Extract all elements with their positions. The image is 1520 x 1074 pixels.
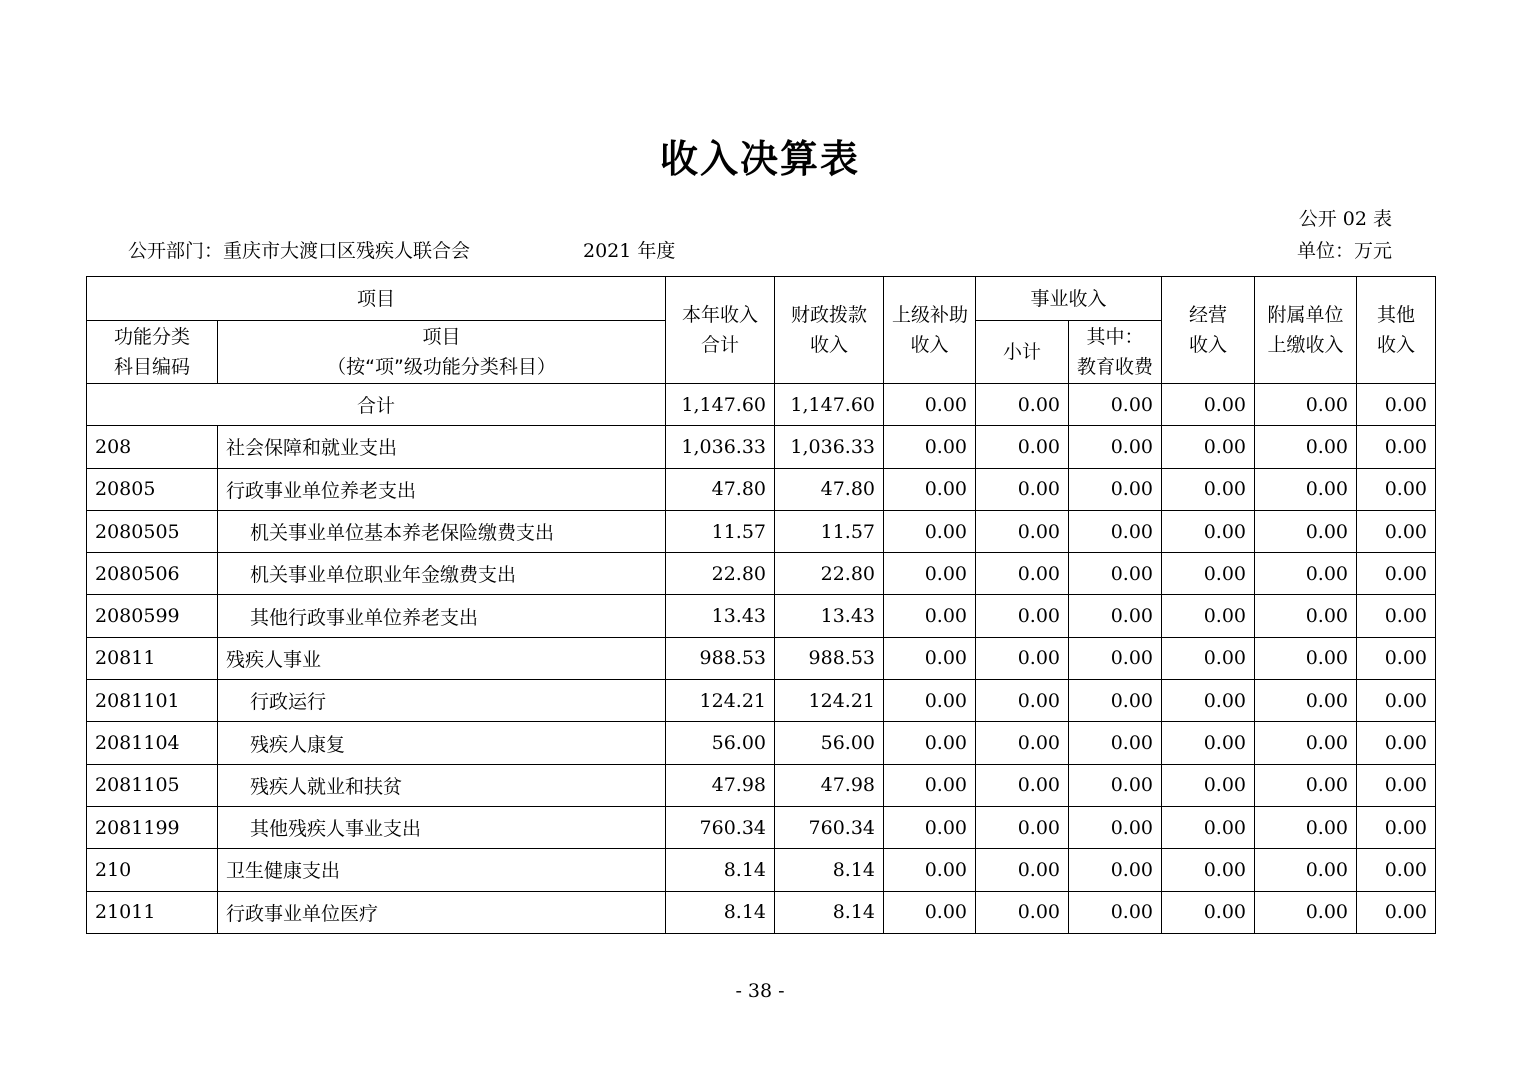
cell-value: 1,036.33 [775, 426, 884, 468]
header-total-income: 本年收入 合计 [666, 277, 775, 384]
cell-value: 124.21 [666, 680, 775, 722]
table-row [87, 637, 1436, 679]
cell-value: 0.00 [1357, 891, 1436, 933]
cell-value: 0.00 [1357, 637, 1436, 679]
table-row [87, 849, 1436, 891]
cell-value: 0.00 [1255, 595, 1357, 637]
row-code: 2081105 [87, 764, 218, 806]
cell-value: 56.00 [666, 722, 775, 764]
cell-value: 0.00 [1069, 595, 1162, 637]
cell-value: 0.00 [1255, 891, 1357, 933]
cell-value: 0.00 [884, 595, 976, 637]
cell-value: 0.00 [884, 510, 976, 552]
cell-value: 0.00 [976, 722, 1069, 764]
cell-value: 8.14 [666, 891, 775, 933]
cell-value: 0.00 [1357, 426, 1436, 468]
cell-value: 0.00 [1357, 849, 1436, 891]
cell-value: 0.00 [1162, 553, 1255, 595]
cell-value: 0.00 [1357, 384, 1436, 426]
table-row [87, 595, 1436, 637]
cell-value: 0.00 [1069, 849, 1162, 891]
cell-value: 0.00 [976, 891, 1069, 933]
cell-value: 0.00 [1162, 637, 1255, 679]
cell-value: 1,147.60 [666, 384, 775, 426]
cell-value: 0.00 [1069, 426, 1162, 468]
cell-value: 8.14 [775, 849, 884, 891]
row-name: 行政运行 [218, 680, 666, 722]
cell-value: 47.98 [666, 764, 775, 806]
row-name: 其他残疾人事业支出 [218, 806, 666, 848]
cell-value: 11.57 [666, 510, 775, 552]
cell-value: 0.00 [1255, 849, 1357, 891]
header-business-income: 事业收入 [976, 277, 1162, 321]
cell-value: 0.00 [1069, 510, 1162, 552]
cell-value: 0.00 [1069, 468, 1162, 510]
cell-value: 0.00 [1255, 722, 1357, 764]
cell-value: 0.00 [1162, 722, 1255, 764]
row-name: 行政事业单位医疗 [218, 891, 666, 933]
cell-value: 22.80 [666, 553, 775, 595]
year-label: 2021 年度 [583, 240, 676, 262]
cell-value: 0.00 [976, 849, 1069, 891]
cell-value: 0.00 [976, 680, 1069, 722]
cell-value: 0.00 [1069, 680, 1162, 722]
table-row [87, 553, 1436, 595]
cell-value: 47.98 [775, 764, 884, 806]
row-name: 残疾人事业 [218, 637, 666, 679]
cell-value: 124.21 [775, 680, 884, 722]
row-name: 残疾人康复 [218, 722, 666, 764]
cell-value: 0.00 [1069, 764, 1162, 806]
row-code: 2081104 [87, 722, 218, 764]
cell-value: 11.57 [775, 510, 884, 552]
cell-value: 0.00 [1162, 426, 1255, 468]
cell-value: 13.43 [666, 595, 775, 637]
department-label: 公开部门：重庆市大渡口区残疾人联合会 [128, 240, 471, 262]
cell-value: 0.00 [1255, 384, 1357, 426]
cell-value: 0.00 [1069, 806, 1162, 848]
cell-value: 1,036.33 [666, 426, 775, 468]
table-row [87, 806, 1436, 848]
row-name: 机关事业单位职业年金缴费支出 [218, 553, 666, 595]
cell-value: 0.00 [1162, 849, 1255, 891]
page-number: - 38 - [735, 980, 785, 1002]
cell-value: 56.00 [775, 722, 884, 764]
cell-value: 22.80 [775, 553, 884, 595]
cell-value: 13.43 [775, 595, 884, 637]
cell-value: 0.00 [1357, 595, 1436, 637]
header-operating-income: 经营 收入 [1162, 277, 1255, 384]
cell-value: 0.00 [1162, 764, 1255, 806]
table-row [87, 510, 1436, 552]
header-education-fees: 其中： 教育收费 [1069, 321, 1162, 384]
cell-value: 0.00 [1255, 764, 1357, 806]
cell-value: 0.00 [976, 806, 1069, 848]
cell-value: 0.00 [976, 764, 1069, 806]
cell-value: 0.00 [884, 384, 976, 426]
cell-value: 0.00 [884, 553, 976, 595]
cell-value: 0.00 [884, 680, 976, 722]
header-fiscal-allocation: 财政拨款 收入 [775, 277, 884, 384]
cell-value: 988.53 [775, 637, 884, 679]
cell-value: 760.34 [775, 806, 884, 848]
cell-value: 0.00 [1162, 595, 1255, 637]
header-other-income: 其他 收入 [1357, 277, 1436, 384]
row-name: 残疾人就业和扶贫 [218, 764, 666, 806]
table-row [87, 426, 1436, 468]
row-code: 2081101 [87, 680, 218, 722]
row-name: 行政事业单位养老支出 [218, 468, 666, 510]
cell-value: 0.00 [884, 722, 976, 764]
row-code: 210 [87, 849, 218, 891]
form-number: 公开 02 表 [1298, 208, 1392, 230]
cell-value: 0.00 [884, 637, 976, 679]
header-business-subtotal: 小计 [976, 321, 1069, 384]
cell-value: 8.14 [775, 891, 884, 933]
cell-value: 8.14 [666, 849, 775, 891]
cell-value: 988.53 [666, 637, 775, 679]
cell-value: 760.34 [666, 806, 775, 848]
cell-value: 0.00 [1162, 680, 1255, 722]
cell-value: 0.00 [1069, 891, 1162, 933]
total-label: 合计 [87, 384, 666, 426]
row-code: 2080599 [87, 595, 218, 637]
row-code: 21011 [87, 891, 218, 933]
cell-value: 0.00 [1357, 680, 1436, 722]
cell-value: 0.00 [884, 891, 976, 933]
cell-value: 0.00 [1162, 468, 1255, 510]
row-code: 2081199 [87, 806, 218, 848]
total-row [87, 384, 1436, 426]
page-title: 收入决算表 [659, 137, 860, 181]
cell-value: 0.00 [1255, 806, 1357, 848]
header-project: 项目 [87, 277, 666, 321]
cell-value: 0.00 [1357, 510, 1436, 552]
cell-value: 0.00 [1357, 722, 1436, 764]
row-name: 机关事业单位基本养老保险缴费支出 [218, 510, 666, 552]
row-name: 卫生健康支出 [218, 849, 666, 891]
cell-value: 0.00 [1069, 722, 1162, 764]
header-item-name: 项目 （按“项”级功能分类科目） [218, 321, 666, 384]
cell-value: 0.00 [1255, 426, 1357, 468]
cell-value: 0.00 [1255, 680, 1357, 722]
row-code: 2080505 [87, 510, 218, 552]
table-row [87, 468, 1436, 510]
cell-value: 0.00 [1255, 637, 1357, 679]
cell-value: 1,147.60 [775, 384, 884, 426]
cell-value: 0.00 [1357, 468, 1436, 510]
table-row [87, 680, 1436, 722]
cell-value: 0.00 [884, 806, 976, 848]
cell-value: 0.00 [976, 510, 1069, 552]
cell-value: 0.00 [1357, 764, 1436, 806]
cell-value: 0.00 [884, 849, 976, 891]
cell-value: 0.00 [1162, 510, 1255, 552]
cell-value: 0.00 [1255, 510, 1357, 552]
cell-value: 0.00 [1357, 806, 1436, 848]
table-row [87, 891, 1436, 933]
row-name: 其他行政事业单位养老支出 [218, 595, 666, 637]
cell-value: 0.00 [1255, 468, 1357, 510]
cell-value: 47.80 [775, 468, 884, 510]
cell-value: 0.00 [976, 637, 1069, 679]
cell-value: 0.00 [1069, 553, 1162, 595]
header-affiliated-income: 附属单位 上缴收入 [1255, 277, 1357, 384]
income-table [86, 276, 1436, 934]
row-code: 20811 [87, 637, 218, 679]
cell-value: 0.00 [1069, 384, 1162, 426]
cell-value: 0.00 [1162, 384, 1255, 426]
header-superior-subsidy: 上级补助 收入 [884, 277, 976, 384]
row-code: 2080506 [87, 553, 218, 595]
row-code: 20805 [87, 468, 218, 510]
header-function-code: 功能分类 科目编码 [87, 321, 218, 384]
row-name: 社会保障和就业支出 [218, 426, 666, 468]
cell-value: 0.00 [884, 426, 976, 468]
cell-value: 0.00 [976, 384, 1069, 426]
cell-value: 0.00 [976, 468, 1069, 510]
cell-value: 47.80 [666, 468, 775, 510]
cell-value: 0.00 [976, 426, 1069, 468]
table-row [87, 722, 1436, 764]
cell-value: 0.00 [1162, 806, 1255, 848]
cell-value: 0.00 [884, 468, 976, 510]
cell-value: 0.00 [1069, 637, 1162, 679]
unit-label: 单位：万元 [1296, 240, 1392, 262]
cell-value: 0.00 [976, 595, 1069, 637]
row-code: 208 [87, 426, 218, 468]
cell-value: 0.00 [976, 553, 1069, 595]
table-row [87, 764, 1436, 806]
cell-value: 0.00 [884, 764, 976, 806]
cell-value: 0.00 [1357, 553, 1436, 595]
cell-value: 0.00 [1255, 553, 1357, 595]
cell-value: 0.00 [1162, 891, 1255, 933]
